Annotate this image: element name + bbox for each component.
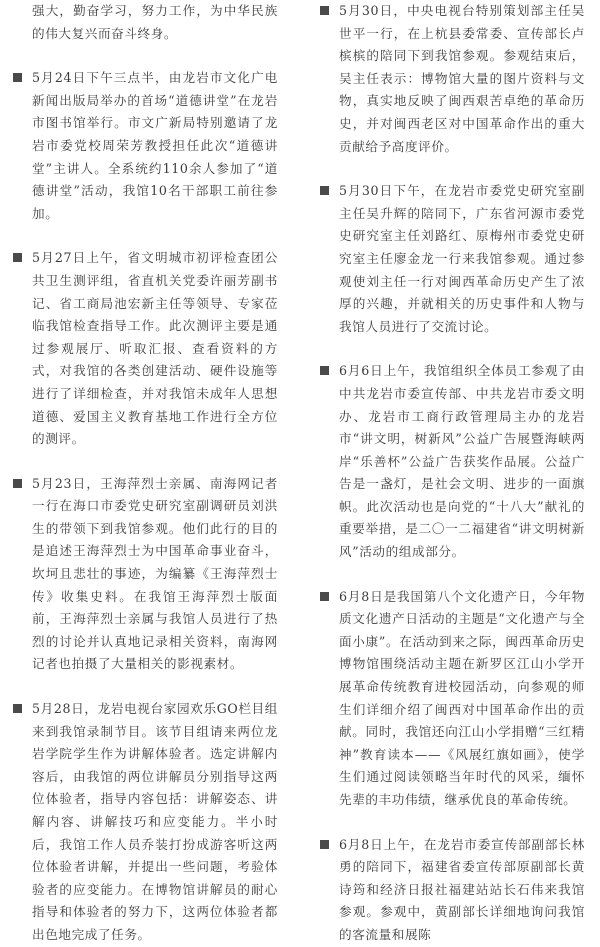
- news-entry: [320, 180, 585, 338]
- entry-text: 6月6日上午，我馆组织全体员工参观了由中共龙岩市委宣传部、中共龙岩市委文明办、龙岩市工商行政管理局主办的龙岩市“讲文明，树新风”公益广告展暨海峡两岸“乐善杯”公益广告获奖作品展。公益广告是一盏灯，是社会文明、进步的一面旗帜。此次活动也是向党的“十八大”献礼的重要举措，是二〇一二福建省“讲文明树新风”活动的组成部分。: [339, 363, 585, 560]
- news-entry: [13, 247, 278, 450]
- news-entry: [320, 586, 585, 812]
- right-column: [320, 0, 585, 947]
- entry-text: 5月30日，中央电视台特别策划部主任吴世平一行，在上杭县委常委、宣传部长卢槟槟的陪同下到我馆参观。参观结束后，吴主任表示：博物馆大量的图片资料与文物，真实地反映了闽西艰苦卓绝的革命历史，并对闽西老区对中国革命作出的重大贡献给予高度评价。: [339, 3, 585, 154]
- bullet-square-icon: [13, 704, 22, 713]
- news-entry: [320, 360, 585, 563]
- entry-text: 强大，勤奋学习，努力工作，为中华民族的伟大复兴而奋斗终身。: [32, 3, 278, 41]
- bullet-square-icon: [320, 592, 329, 601]
- news-entry: [320, 0, 585, 158]
- bullet-square-icon: [320, 366, 329, 375]
- bullet-square-icon: [13, 479, 22, 488]
- news-entry: [13, 473, 278, 676]
- news-entry: [13, 0, 278, 45]
- bullet-square-icon: [320, 186, 329, 195]
- bullet-square-icon: [13, 253, 22, 262]
- news-entry: [13, 698, 278, 947]
- entry-text: 5月30日下午，在龙岩市委党史研究室副主任吴升辉的陪同下，广东省河源市委党史研究室主任刘路红、原梅州市委党史研究室主任廖金龙一行来我馆参观。通过参观使刘主任一行对闽西革命历史产生了浓厚的兴趣，并就相关的历史事件和人物与我馆人员进行了交流讨论。: [339, 183, 585, 334]
- entry-text: 5月24日下午三点半，由龙岩市文化广电新闻出版局举办的首场“道德讲堂”在龙岩市图书馆举行。市文广新局特别邀请了龙岩市委党校周荣芳教授担任此次“道德讲堂”主讲人。全系统约110余人参加了“道德讲堂”活动，我馆10名干部职工前往参加。: [32, 70, 278, 221]
- bullet-square-icon: [13, 73, 22, 82]
- left-column: [13, 0, 278, 947]
- entry-text: 5月28日，龙岩电视台家园欢乐GO栏目组来到我馆录制节目。该节目组请来两位龙岩学院学生作为讲解体验者。选定讲解内容后，由我馆的两位讲解员分别指导这两位体验者，指导内容包括：讲解姿态、讲解内容、讲解技巧和应变能力。半小时后，我馆工作人员乔装打扮成游客听这两位体验者讲解，并提出一些问题，考验体验者的应变能力。在博物馆讲解员的耐心指导和体验者的努力下，这两位体验者都出色地完成了任务。: [32, 701, 278, 942]
- entry-text: 5月27日上午，省文明城市初评检查团公共卫生测评组，省直机关党委许丽芳副书记、省工商局池宏新主任等领导、专家莅临我馆检查指导工作。此次测评主要是通过参观展厅、听取汇报、查看资料的方式，对我馆的各类创建活动、硬件设施等进行了详细检查，并对我馆未成年人思想道德、爱国主义教育基地工作进行全方位的测评。: [32, 250, 278, 447]
- entry-text: 6月8日是我国第八个文化遗产日，今年物质文化遗产日活动的主题是“文化遗产与全面小康”。在活动到来之际，闽西革命历史博物馆围绕活动主题在新罗区江山小学开展革命传统教育进校园活动，向参观的师生们详细介绍了闽西对中国革命作出的贡献。同时，我馆还向江山小学捐赠“三红精神”教育读本——《风展红旗如画》，使学生们通过阅读领略当年时代的风采，缅怀先辈的丰功伟绩，继承优良的革命传统。: [339, 588, 585, 807]
- news-entry: [320, 834, 585, 947]
- bullet-square-icon: [320, 840, 329, 849]
- news-entry: [13, 67, 278, 225]
- entry-text: 5月23日，王海萍烈士亲属、南海网记者一行在海口市委党史研究室副调研员刘洪生的带领下到我馆参观。他们此行的目的是追述王海萍烈士为中国革命事业奋斗，坎坷且悲壮的事迹，为编纂《王海萍烈士传》收集史料。在我馆王海萍烈士版面前，王海萍烈士亲属与我馆人员进行了热烈的讨论并认真地记录相关资料，南海网记者也拍摄了大量相关的影视素材。: [32, 475, 278, 672]
- entry-text: 6月8日上午，在龙岩市委宣传部副部长林勇的陪同下，福建省委宣传部原副部长黄诗筠和经济日报社福建站站长石伟来我馆参观。参观中，黄副部长详细地询问我馆的客流量和展陈: [339, 836, 585, 942]
- bullet-square-icon: [320, 6, 329, 15]
